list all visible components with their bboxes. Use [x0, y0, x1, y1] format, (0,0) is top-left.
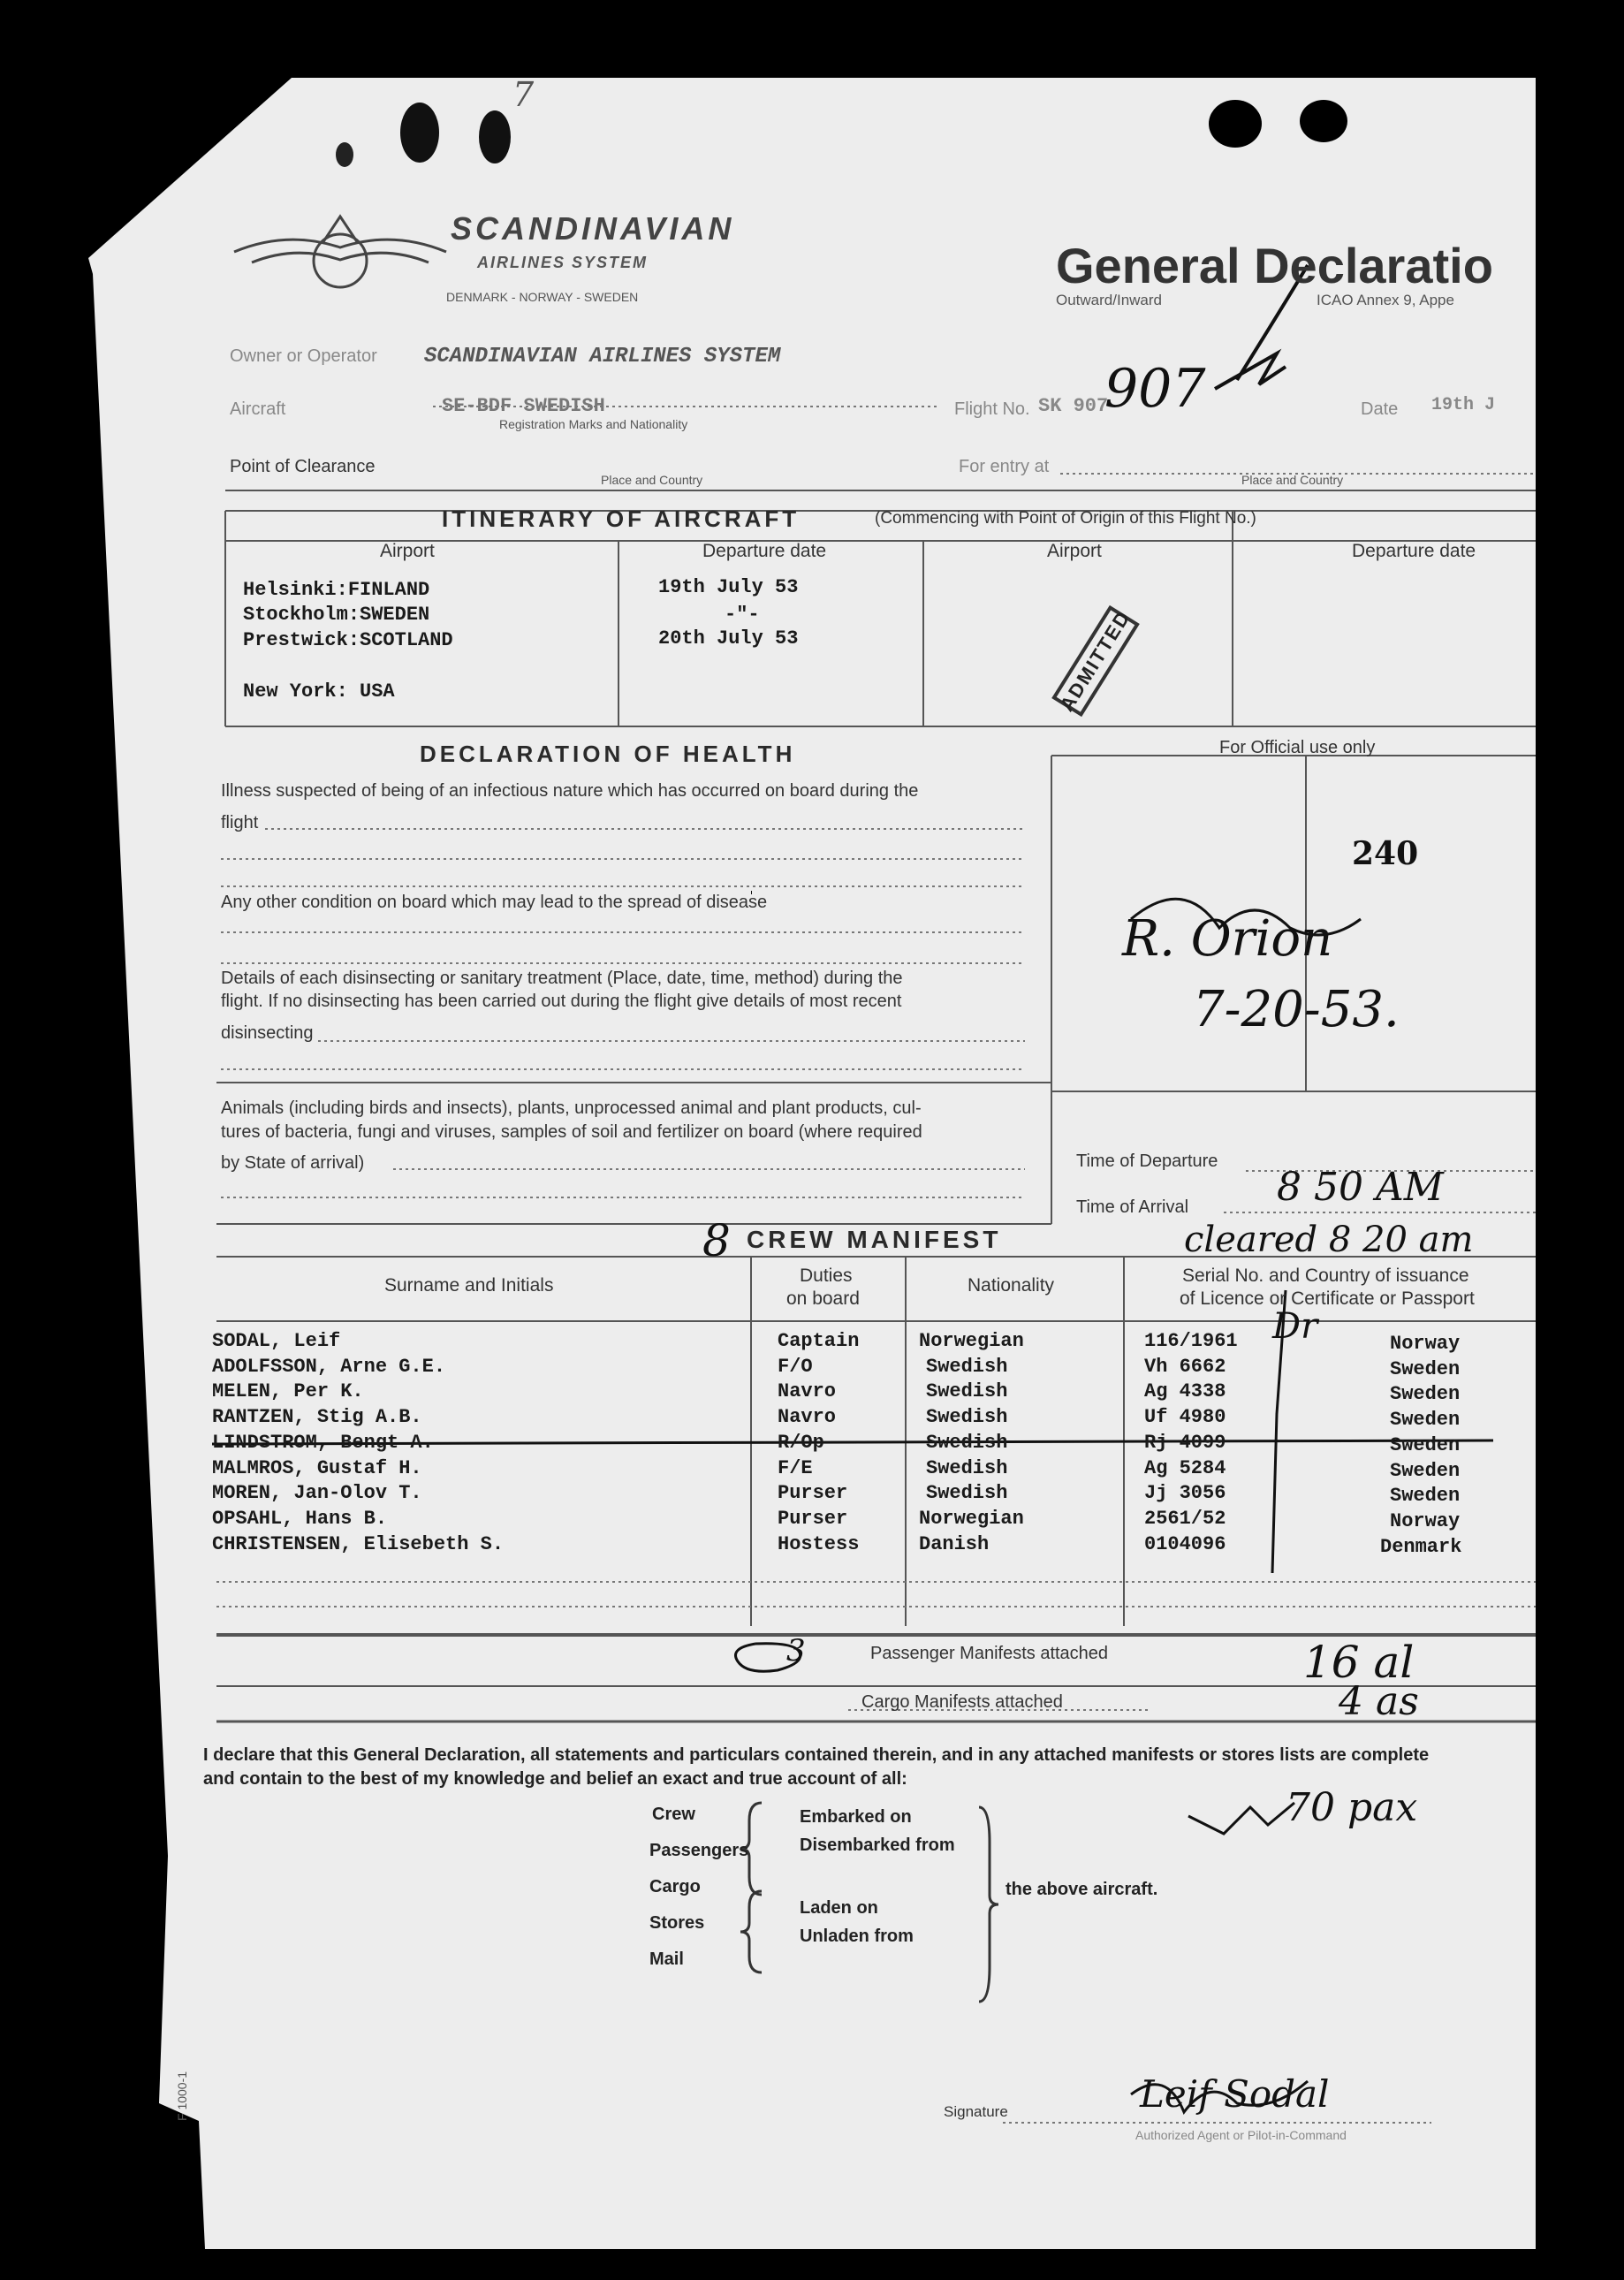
- crew-serial: 116/1961: [1144, 1330, 1238, 1352]
- crew-country: Sweden: [1390, 1358, 1461, 1380]
- crew-duty: F/E: [778, 1457, 813, 1479]
- crew-country: Denmark: [1380, 1536, 1462, 1558]
- airline-sub: AIRLINES SYSTEM: [477, 254, 649, 271]
- declaration-text-2: and contain to the best of my knowledge and belief an exact and true account of all:: [203, 1769, 907, 1789]
- health-q2: Any other condition on board which may lead to the spread of disease: [221, 893, 768, 912]
- col-duties-2: on board: [786, 1288, 860, 1309]
- item-mail: Mail: [649, 1949, 684, 1969]
- laden-on: Laden on: [800, 1898, 878, 1918]
- crew-country: Norway: [1390, 1510, 1461, 1532]
- crew-nationality: Norwegian: [919, 1508, 1024, 1530]
- health-q4c: by State of arrival): [221, 1153, 365, 1173]
- passenger-manifest-label: Passenger Manifests attached: [870, 1644, 1109, 1663]
- crew-count-handwritten: 8: [702, 1215, 731, 1266]
- time-arrival-label: Time of Arrival: [1076, 1197, 1189, 1217]
- crew-country: Sweden: [1390, 1434, 1461, 1456]
- itinerary-row-date: -"-: [725, 604, 760, 626]
- crew-duty: F/O: [778, 1356, 813, 1378]
- crew-country: Norway: [1390, 1333, 1461, 1355]
- crew-duty: Navro: [778, 1406, 837, 1428]
- date-label: Date: [1361, 399, 1399, 419]
- aircraft-caption: Registration Marks and Nationality: [499, 417, 688, 431]
- col-serial-1: Serial No. and Country of issuance: [1182, 1265, 1469, 1286]
- disembarked-from: Disembarked from: [800, 1835, 955, 1855]
- health-q4a: Animals (including birds and insects), plants, unprocessed animal and plant products, cul-: [221, 1098, 922, 1118]
- health-q3c: disinsecting: [221, 1023, 314, 1043]
- crew-nationality: Swedish: [926, 1406, 1008, 1428]
- item-crew: Crew: [652, 1805, 695, 1824]
- flight-label: Flight No.: [954, 399, 1030, 419]
- crew-serial: Vh 6662: [1144, 1356, 1226, 1378]
- unladen-from: Unladen from: [800, 1927, 914, 1946]
- time-departure-label: Time of Departure: [1076, 1151, 1218, 1171]
- crew-name: SODAL, Leif: [212, 1330, 341, 1352]
- crew-name: OPSAHL, Hans B.: [212, 1508, 388, 1530]
- crew-nationality: Swedish: [926, 1432, 1008, 1454]
- item-cargo: Cargo: [649, 1877, 701, 1896]
- crew-country: Sweden: [1390, 1460, 1461, 1482]
- handwritten-flight-number: 907: [1104, 358, 1206, 420]
- manifest-handwritten-3: 70 pax: [1286, 1785, 1418, 1830]
- place-country-2: Place and Country: [1241, 473, 1344, 487]
- doc-title: General Declaratio: [1056, 238, 1493, 293]
- health-q1a: Illness suspected of being of an infectious nature which has occurred on board during the: [221, 781, 919, 801]
- declaration-text-1: I declare that this General Declaration, all statements and particulars contained therein, and in any attached manifests or stores lists are complete: [203, 1745, 1430, 1765]
- col-name: Surname and Initials: [384, 1275, 554, 1296]
- col-airport-2: Airport: [1047, 541, 1102, 561]
- arrival-handwritten: 8 50 AM: [1277, 1165, 1444, 1210]
- itinerary-subtitle: (Commencing with Point of Origin of this Flight No.): [875, 509, 1256, 528]
- crew-country: Sweden: [1390, 1485, 1461, 1507]
- itinerary-row-date: 19th July 53: [658, 576, 799, 598]
- crew-serial: Jj 3056: [1144, 1482, 1226, 1504]
- official-sig-date: 7-20-53.: [1193, 981, 1400, 1038]
- crew-serial: Rj 4099: [1144, 1432, 1226, 1454]
- crew-nationality: Swedish: [926, 1482, 1008, 1504]
- crew-name: RANTZEN, Stig A.B.: [212, 1406, 422, 1428]
- itinerary-row-airport: Prestwick:SCOTLAND: [243, 629, 453, 651]
- crew-duty: Purser: [778, 1482, 848, 1504]
- aircraft-value: SE-BDF SWEDISH: [442, 395, 605, 417]
- crew-nationality: Swedish: [926, 1380, 1008, 1402]
- flight-value: SK 907: [1038, 395, 1109, 417]
- airline-name: SCANDINAVIAN: [451, 210, 735, 247]
- health-q1b: flight: [221, 813, 259, 832]
- item-stores: Stores: [649, 1913, 705, 1933]
- col-departure-2: Departure date: [1352, 541, 1476, 561]
- entry-label: For entry at: [959, 457, 1050, 476]
- signature-label: Signature: [944, 2103, 1008, 2120]
- crew-serial: Ag 5284: [1144, 1457, 1226, 1479]
- initials-handwritten: Dr: [1272, 1306, 1318, 1347]
- airline-countries: DENMARK - NORWAY - SWEDEN: [446, 290, 639, 304]
- form-number: F 1000-1: [175, 2071, 189, 2121]
- cleared-handwritten: cleared 8 20 am: [1184, 1220, 1474, 1260]
- signature-handwritten: Leif Sodal: [1140, 2072, 1330, 2116]
- crew-nationality: Danish: [919, 1533, 990, 1555]
- col-duties-1: Duties: [800, 1265, 853, 1286]
- itinerary-row-date: 20th July 53: [658, 627, 799, 650]
- corner-stamp: 7: [512, 75, 535, 114]
- official-signature: R. Orion: [1122, 910, 1333, 968]
- crew-duty: Hostess: [778, 1533, 860, 1555]
- place-country-1: Place and Country: [601, 473, 703, 487]
- embarked-on: Embarked on: [800, 1807, 912, 1827]
- crew-serial: 0104096: [1144, 1533, 1226, 1555]
- crew-duty: R/Op: [778, 1432, 824, 1454]
- crew-title: CREW MANIFEST: [747, 1226, 1002, 1253]
- crew-duty: Purser: [778, 1508, 848, 1530]
- health-q3a: Details of each disinsecting or sanitary treatment (Place, date, time, method) during the: [221, 969, 903, 988]
- col-departure: Departure date: [702, 541, 827, 561]
- crew-duty: Captain: [778, 1330, 860, 1352]
- aircraft-label: Aircraft: [230, 399, 286, 419]
- crew-nationality: Swedish: [926, 1457, 1008, 1479]
- health-q4b: tures of bacteria, fungi and viruses, samples of soil and fertilizer on board (where required: [221, 1122, 922, 1142]
- col-serial-2: of Licence or Certificate or Passport: [1180, 1288, 1475, 1309]
- health-q3b: flight. If no disinsecting has been carried out during the flight give details of most recent: [221, 992, 902, 1011]
- date-value: 19th J: [1431, 395, 1496, 415]
- crew-nationality: Norwegian: [919, 1330, 1024, 1352]
- col-airport: Airport: [380, 541, 435, 561]
- passenger-manifest-count: 3: [786, 1633, 806, 1668]
- crew-nationality: Swedish: [926, 1356, 1008, 1378]
- signature-caption: Authorized Agent or Pilot-in-Command: [1135, 2128, 1347, 2142]
- crew-name: MOREN, Jan-Olov T.: [212, 1482, 422, 1504]
- crew-serial: Ag 4338: [1144, 1380, 1226, 1402]
- declaration-tail: the above aircraft.: [1006, 1880, 1158, 1899]
- crew-serial: 2561/52: [1144, 1508, 1226, 1530]
- itinerary-row-airport: Helsinki:FINLAND: [243, 579, 430, 601]
- health-title: DECLARATION OF HEALTH: [420, 741, 796, 767]
- itinerary-row-airport: New York: USA: [243, 680, 395, 703]
- clearance-label: Point of Clearance: [230, 457, 376, 476]
- doc-subtitle: Outward/Inward: [1056, 292, 1162, 308]
- admitted-stamp: ADMITTED: [1055, 606, 1135, 716]
- crew-name: MELEN, Per K.: [212, 1380, 364, 1402]
- official-title: For Official use only: [1219, 738, 1376, 757]
- itinerary-title: ITINERARY OF AIRCRAFT: [442, 505, 801, 532]
- icao-reference: ICAO Annex 9, Appe: [1317, 292, 1454, 308]
- cargo-manifest-label: Cargo Manifests attached: [861, 1692, 1063, 1712]
- crew-serial: Uf 4980: [1144, 1406, 1226, 1428]
- crew-country: Sweden: [1390, 1383, 1461, 1405]
- manifest-handwritten-2: 4 as: [1339, 1679, 1419, 1724]
- official-number: 240: [1352, 835, 1419, 872]
- crew-name: CHRISTENSEN, Elisebeth S.: [212, 1533, 505, 1555]
- crew-country: Sweden: [1390, 1409, 1461, 1431]
- crew-duty: Navro: [778, 1380, 837, 1402]
- crew-name: ADOLFSSON, Arne G.E.: [212, 1356, 446, 1378]
- itinerary-row-airport: Stockholm:SWEDEN: [243, 604, 430, 626]
- item-passengers: Passengers: [649, 1841, 749, 1860]
- owner-value: SCANDINAVIAN AIRLINES SYSTEM: [424, 345, 781, 369]
- owner-label: Owner or Operator: [230, 346, 377, 366]
- crew-name: MALMROS, Gustaf H.: [212, 1457, 422, 1479]
- manifest-handwritten-1: 16 al: [1303, 1637, 1415, 1688]
- crew-name: LINDSTROM, Bengt A.: [212, 1432, 434, 1454]
- col-nationality: Nationality: [968, 1275, 1055, 1296]
